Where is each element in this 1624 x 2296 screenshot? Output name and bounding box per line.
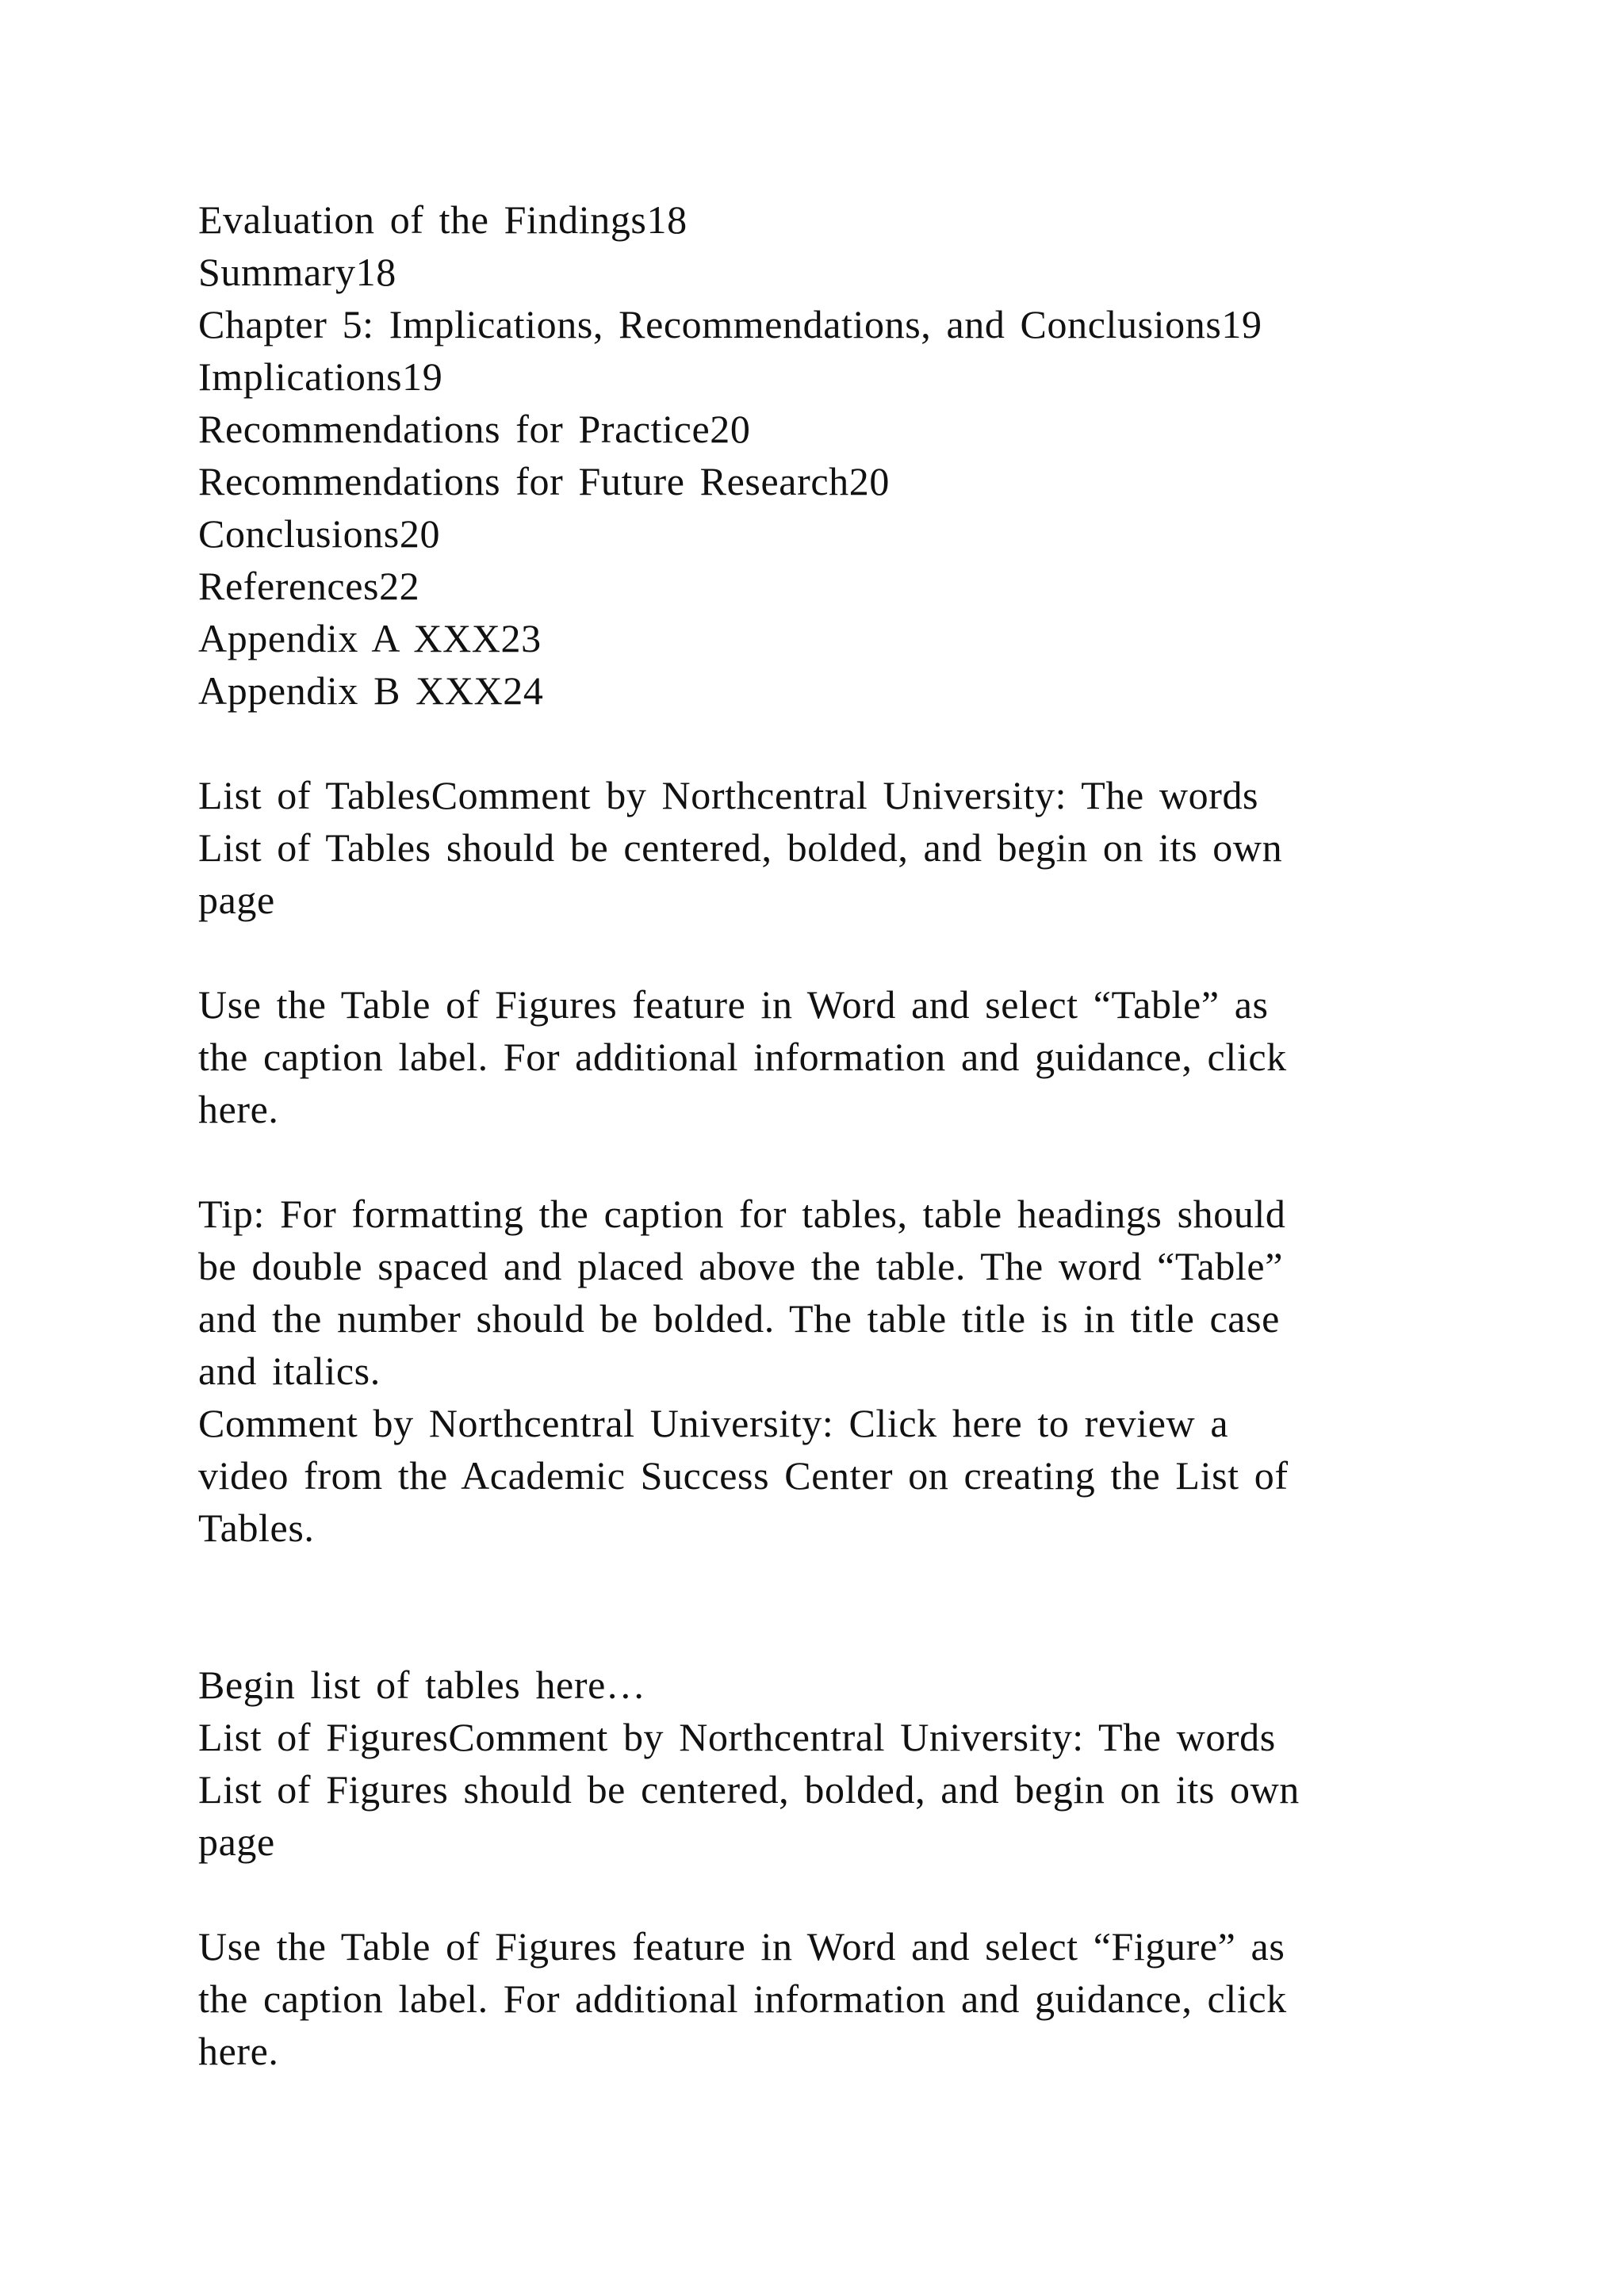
text-line: List of FiguresComment by Northcentral University: The words [198,1715,1276,1759]
toc-entry: Evaluation of the Findings18 [198,197,688,242]
toc-entry: Recommendations for Future Research20 [198,459,890,503]
text-line: the caption label. For additional information and guidance, click [198,1035,1287,1079]
text-line: page [198,1820,275,1864]
text-line: List of Figures should be centered, bolded, and begin on its own [198,1767,1300,1812]
text-line: Comment by Northcentral University: Click here to review a [198,1401,1229,1445]
toc-entry: Implications19 [198,354,443,399]
toc-entry: Summary18 [198,250,396,294]
text-line: Tables. [198,1506,315,1550]
text-line: Use the Table of Figures feature in Word and select “Figure” as [198,1924,1285,1969]
document-body [198,193,1435,2077]
toc-entry: References22 [198,564,420,608]
text-line: here. [198,1087,279,1131]
text-line: List of Tables should be centered, bolded, and begin on its own [198,825,1283,870]
list-of-figures-heading-comment [198,1711,1435,1868]
text-line: page [198,878,275,922]
paragraph-spacer [198,1135,1435,1188]
tables-instruction [198,978,1435,1135]
text-line: Use the Table of Figures feature in Word and select “Table” as [198,982,1269,1027]
text-line: and the number should be bolded. The table title is in title case [198,1296,1280,1341]
figures-instruction [198,1920,1435,2077]
toc-entry: Appendix A XXX23 [198,616,542,660]
text-line: the caption label. For additional information and guidance, click [198,1976,1287,2021]
toc-entry: Appendix B XXX24 [198,668,544,713]
toc-entry: Conclusions20 [198,511,441,556]
toc-entry: Recommendations for Practice20 [198,407,751,451]
paragraph-spacer [198,1868,1435,1920]
tables-video-comment [198,1397,1435,1554]
text-line: be double spaced and placed above the table. The word “Table” [198,1244,1284,1288]
text-line: here. [198,2029,279,2073]
toc-entry: Chapter 5: Implications, Recommendations, and Conclusions19 [198,302,1262,346]
toc-list [198,193,1435,717]
text-line: Tip: For formatting the caption for tables, table headings should [198,1192,1286,1236]
tables-tip [198,1188,1435,1397]
begin-list-of-tables: Begin list of tables here… [198,1663,646,1707]
text-line: and italics. [198,1349,381,1393]
list-of-tables-heading-comment [198,769,1435,926]
paragraph-spacer [198,926,1435,978]
text-line: video from the Academic Success Center on creating the List of [198,1453,1289,1498]
paragraph-spacer [198,1554,1435,1659]
text-line: List of TablesComment by Northcentral University: The words [198,773,1259,817]
paragraph-spacer [198,717,1435,769]
